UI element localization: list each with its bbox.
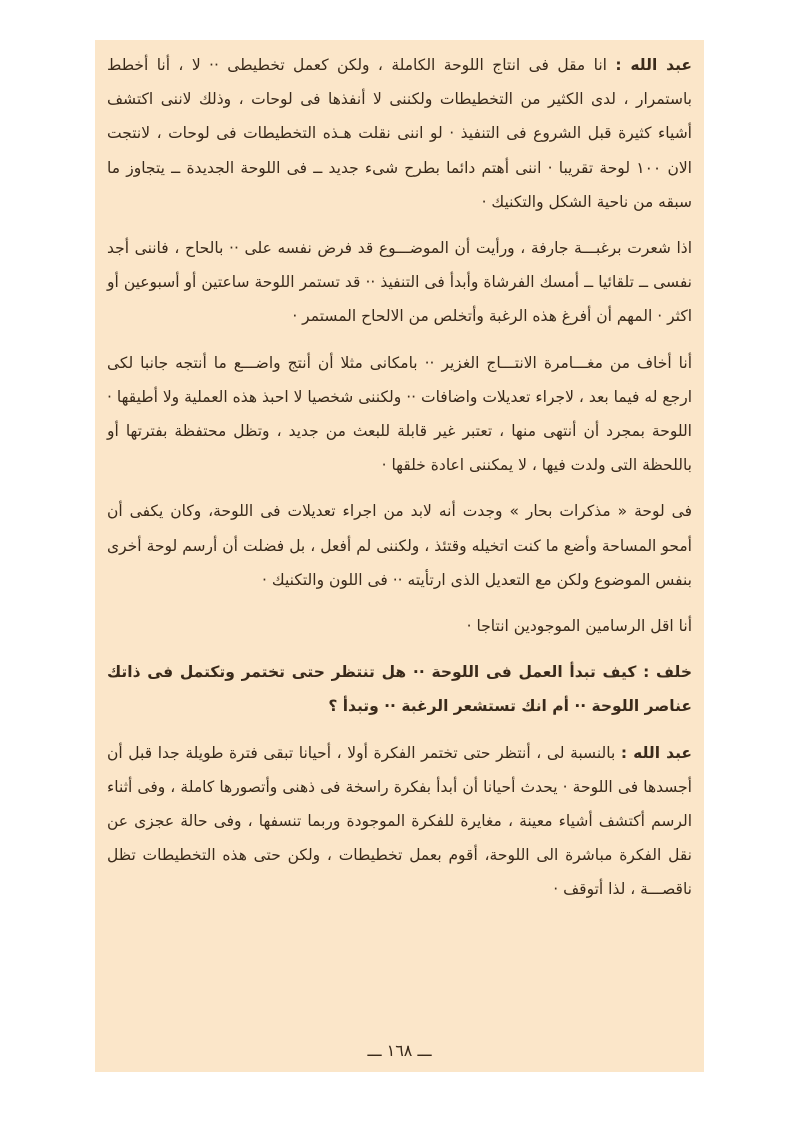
paragraph-text: فى لوحة « مذكرات بحار » وجدت أنه لابد من اجراء تعديلات فى اللوحة، وكان يكفى أن أمحو المساحة وأضع ما كنت اتخيله وقتئذ ، ولكننى لم أفعل ، بل فضلت أن أرسم لوحة أخرى بنفس الموضوع ولكن مع التعديل الذى ارتأيته ·· فى اللون والتكنيك · bbox=[107, 502, 692, 589]
paragraph-text: انا مقل فى انتاج اللوحة الكاملة ، ولكن كعمل تخطيطى ·· لا ، أنا أخطط باستمرار ، لدى الكثير من التخطيطات ولكننى لا أنفذها فى لوحات ، وذلك لاننى اكتشف أشياء كثيرة قبل الشروع فى التنفيذ · لو اننى نقلت هـذه التخطيطات فى لوحات ، لانتجت الان ١٠٠ لوحة تقريبا · اننى أهتم دائما بطرح شىء جديد ــ فى اللوحة الجديدة ــ يتجاوز ما سبقه من ناحية الشكل والتكنيك · bbox=[107, 56, 692, 211]
paragraph-2 bbox=[107, 231, 692, 334]
paragraph-text: بالنسبة لى ، أنتظر حتى تختمر الفكرة أولا ، أحيانا تبقى فترة طويلة جدا قبل أن أجسدها فى اللوحة · يحدث أحيانا أن أبدأ بفكرة راسخة فى ذهنى وأتصورها كاملة ، وفى أثناء الرسم أكتشف أشياء معينة ، مغايرة للفكرة الموجودة وربما تنسفها ، وفى حالة عجزى عن نقل الفكرة مباشرة الى اللوحة، أقوم بعمل تخطيطات ، ولكن حتى هذه التخطيطات تظل ناقصـــة ، لذا أتوقف · bbox=[107, 743, 692, 899]
speaker-name: خلف : bbox=[643, 663, 692, 682]
paragraph-text: أنا أخاف من مغـــامرة الانتـــاج الغزير ·· بامكانى مثلا أن أنتج واضـــع ما أنتجه جانبا لكى ارجع له فيما بعد ، لاجراء تعديلات واضافات ·· ولكننى شخصيا لا احبذ هذه العملية ولا أطيقها · اللوحة بمجرد أن أنتهى منها ، تعتبر غير قابلة للبعث من جديد ، وتظل محتفظة بفترتها أو باللحظة التى ولدت فيها ، لا يمكننى اعادة خلقها · bbox=[107, 353, 692, 475]
question-paragraph bbox=[107, 655, 692, 723]
paragraph-4 bbox=[107, 494, 692, 597]
paragraph-3 bbox=[107, 346, 692, 483]
paragraph-7 bbox=[107, 736, 692, 907]
paragraph-1 bbox=[107, 48, 692, 219]
paragraph-5 bbox=[107, 609, 692, 643]
book-page bbox=[95, 40, 704, 1072]
page-number: ـــ ١٦٨ ـــ bbox=[367, 1041, 432, 1060]
paragraph-text: كيف تبدأ العمل فى اللوحة ·· هل تنتظر حتى تختمر وتكتمل فى ذاتك عناصر اللوحة ·· أم انك تستشعر الرغبة ·· وتبدأ ؟ bbox=[107, 663, 692, 716]
speaker-name: عبد الله : bbox=[615, 56, 692, 74]
speaker-name: عبد الله : bbox=[620, 743, 692, 762]
paragraph-text: أنا اقل الرسامين الموجودين انتاجا · bbox=[466, 617, 692, 636]
paragraph-text: اذا شعرت برغبـــة جارفة ، ورأيت أن الموضـــوع قد فرض نفسه على ·· بالحاح ، فاننى أجد نفسى ــ تلقائيا ــ أمسك الفرشاة وأبدأ فى التنفيذ ·· قد تستمر اللوحة ساعتين أو أسبوعين أو اكثر · المهم أن أفرغ هذه الرغبة وأتخلص من الالحاح المستمر · bbox=[107, 239, 692, 326]
